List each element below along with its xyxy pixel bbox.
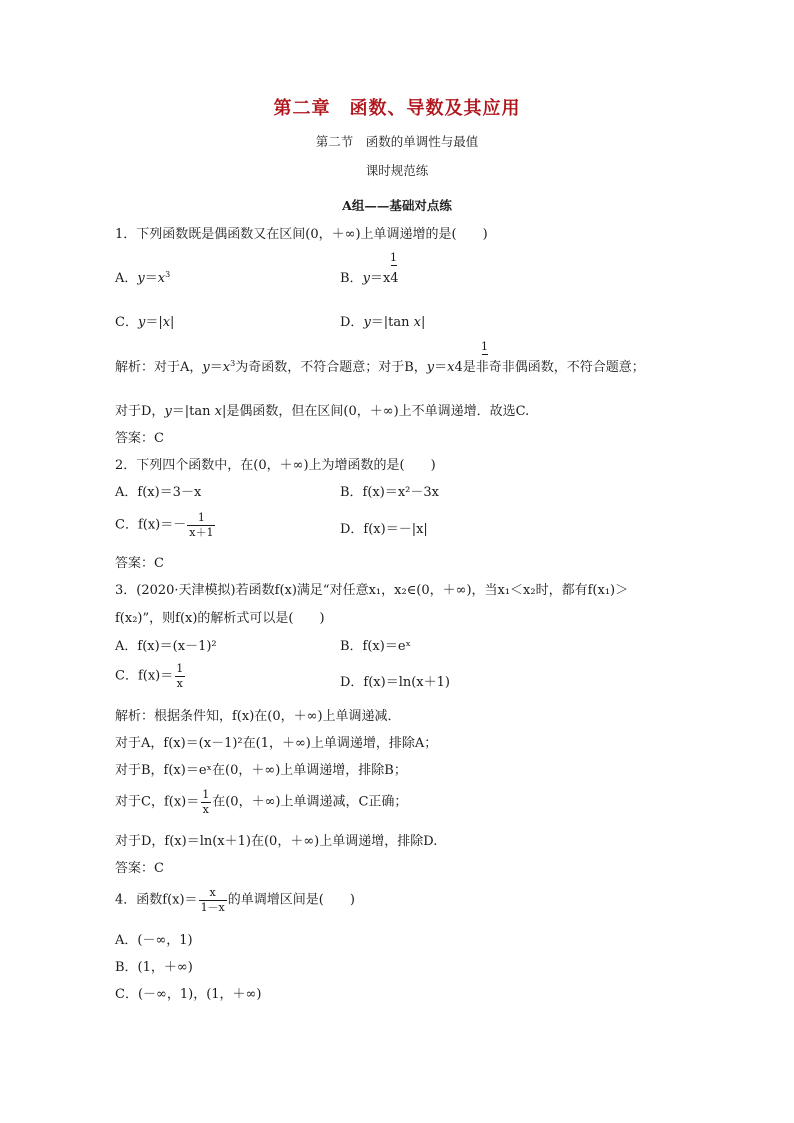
q3-option-c-fraction: $\frac{1}{x}$ xyxy=(176,662,184,690)
q3-stem-line2: f(x₂)”，则f(x)的解析式可以是( ) xyxy=(115,611,325,626)
q3-explanation-line5: 对于D，f(x)＝ln(x＋1)在(0，＋∞)上单调递增，排除D. xyxy=(115,834,438,849)
q1-explanation-line1: 解析：对于A，$y=x^3$为奇函数，不符合题意；对于B，y＝x4是非奇非偶函数，不符合题意； xyxy=(115,359,645,375)
q2-stem: 2．下列四个函数中，在(0，＋∞)上为增函数的是( ) xyxy=(115,458,436,473)
q1-answer: 答案：C xyxy=(115,431,164,446)
q1-explanation-exponent: 1 xyxy=(481,341,488,355)
q3-option-a: A．f(x)＝(x－1)² xyxy=(115,639,217,654)
chapter-title: 第二章 函数、导数及其应用 xyxy=(273,98,521,119)
q3-explanation-line3: 对于B，f(x)＝eˣ在(0，＋∞)上单调递增，排除B； xyxy=(115,763,407,778)
q3-explanation-fraction: $\frac{1}{x}$ xyxy=(202,788,210,816)
q3-explanation-line1: 解析：根据条件知，f(x)在(0，＋∞)上单调递减． xyxy=(115,709,401,724)
q2-option-b: B．f(x)＝x²－3x xyxy=(340,485,439,500)
q1-option-b: B．y＝x4 xyxy=(340,271,399,286)
group-heading: A组——基础对点练 xyxy=(342,198,452,213)
q4-option-c: C．(－∞，1)，(1，＋∞) xyxy=(115,987,262,1002)
q1-explanation-line2: 对于D，y＝|tan x|是偶函数，但在区间(0，＋∞)上不单调递增．故选C. xyxy=(115,404,530,419)
q1-option-b-exponent: 1 xyxy=(390,252,397,266)
q2-option-c-fraction: $\frac{1}{x+1}$ xyxy=(189,511,214,539)
q3-explanation-line2: 对于A，f(x)＝(x－1)²在(1，＋∞)上单调递增，排除A； xyxy=(115,736,438,751)
q3-stem-line1: 3．(2020·天津模拟)若函数f(x)满足“对任意x₁，x₂∈(0，＋∞)，当x₁＜x₂时，都有f(x₁)＞ xyxy=(115,583,629,598)
q2-option-a: A．f(x)＝3－x xyxy=(115,485,202,500)
q1-option-a: A．$y=x^3$ xyxy=(115,270,171,286)
q3-explanation-line4: 对于C，f(x)＝ $\frac{1}{x}$ 在(0，＋∞)上单调递减，C正确； xyxy=(115,788,408,816)
q1-stem: 1．下列函数既是偶函数又在区间(0，＋∞)上单调递增的是( ) xyxy=(115,227,488,242)
q3-option-d: D．f(x)＝ln(x＋1) xyxy=(340,675,450,690)
q4-option-b: B．(1，＋∞) xyxy=(115,960,193,975)
q1-option-d: D．y＝|tan x| xyxy=(340,315,426,330)
q2-option-d: D．f(x)＝－|x| xyxy=(340,522,428,537)
q3-answer: 答案：C xyxy=(115,861,164,876)
q2-answer: 答案：C xyxy=(115,556,164,571)
q4-stem-fraction: $\frac{x}{1-x}$ xyxy=(200,886,225,914)
q3-option-c: C．f(x)＝ $\frac{1}{x}$ xyxy=(115,662,184,690)
q2-option-c: C．f(x)＝－ $\frac{1}{x+1}$ xyxy=(115,511,214,539)
q3-option-b: B．f(x)＝eˣ xyxy=(340,639,412,654)
section-title: 第二节 函数的单调性与最值 xyxy=(315,134,479,149)
practice-subtitle: 课时规范练 xyxy=(365,163,429,178)
q1-option-c: C．y＝|x| xyxy=(115,315,175,330)
q4-option-a: A．(－∞，1) xyxy=(115,933,193,948)
q4-stem: 4．函数f(x)＝ $\frac{x}{1-x}$ 的单调增区间是( ) xyxy=(115,886,355,914)
